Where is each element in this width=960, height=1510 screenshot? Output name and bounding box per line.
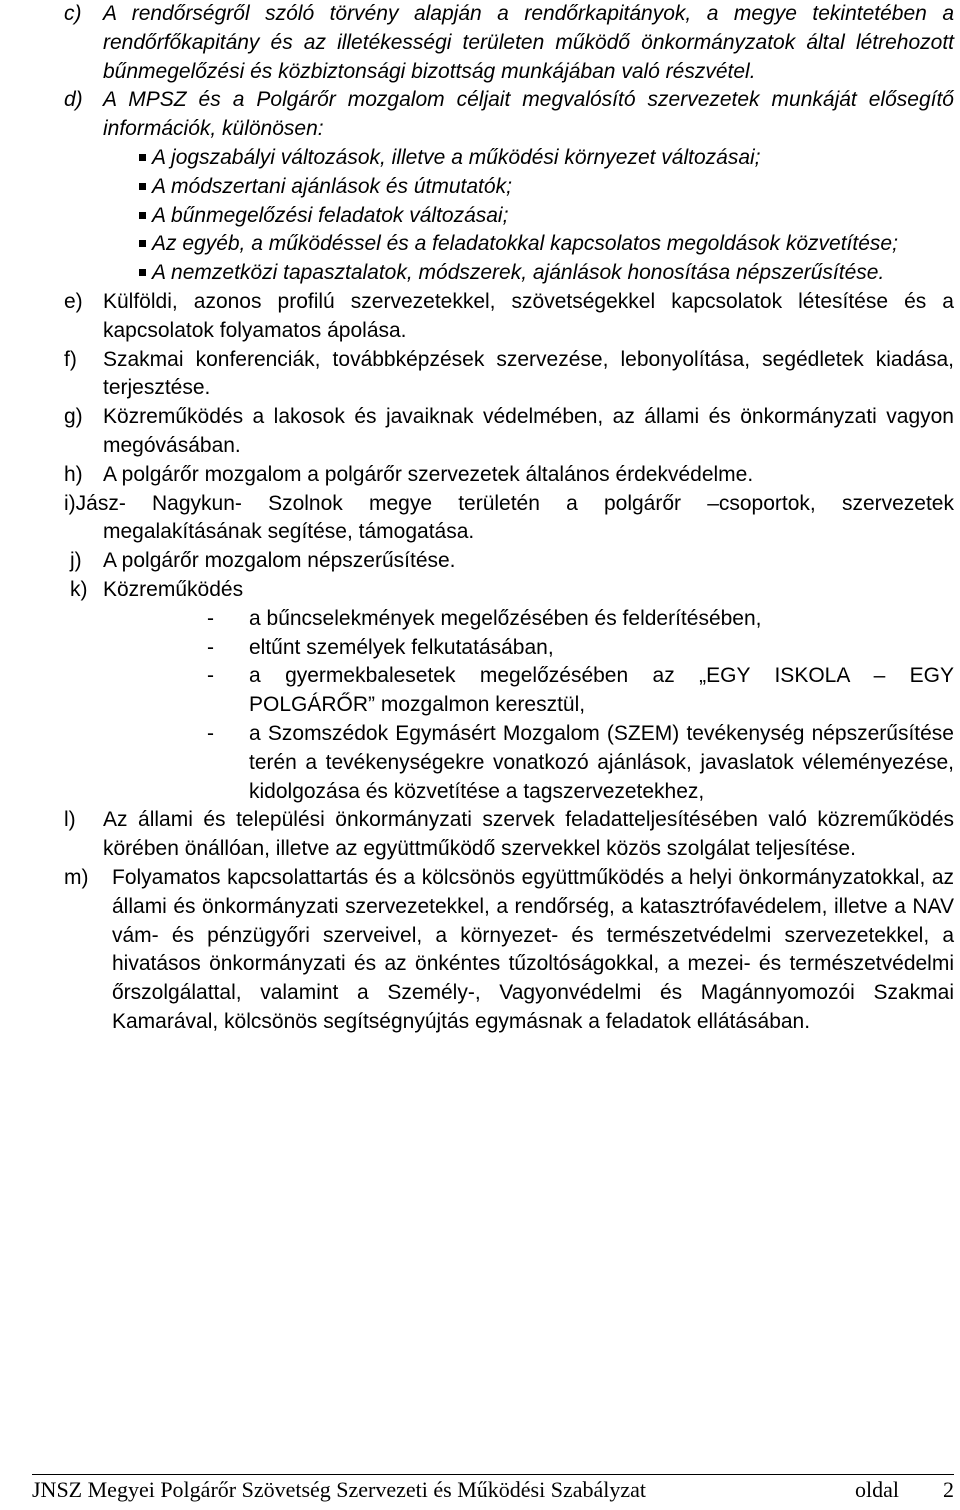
item-text: A rendőrségről szóló törvény alapján a rendőrkapitányok, a megye tekintetében a rendőrfőkapitány és az illetékességi területen működő önkormányzatok által létrehozott bűnmegelőzési és közbiztonsági bizottság munkájában való részvétel. [103, 2, 954, 83]
item-i [64, 490, 954, 548]
item-text: Közreműködés [103, 577, 244, 601]
square-bullet-icon [139, 144, 152, 173]
square-bullet-icon [139, 259, 152, 288]
page-footer [32, 1474, 954, 1503]
dash-marker: - [207, 721, 214, 745]
item-label: k) [70, 577, 88, 601]
item-text-continued: megalakításának segítése, támogatása. [103, 520, 475, 544]
item-label: m) [64, 865, 89, 889]
item-text: Külföldi, azonos profilú szervezetekkel, szövetségekkel kapcsolatok létesítése és a kapcsolatok folyamatos ápolása. [103, 289, 954, 342]
square-bullet-icon [139, 202, 152, 231]
square-bullet-icon [139, 230, 152, 259]
square-bullet-icon [139, 173, 152, 202]
document-page [64, 0, 954, 1037]
item-text: A polgárőr mozgalom népszerűsítése. [103, 549, 456, 573]
item-d [64, 86, 954, 144]
list-item: A nemzetközi tapasztalatok, módszerek, ajánlások honosítása népszerűsítése. [139, 259, 954, 288]
item-e [64, 288, 954, 346]
dash-list [207, 605, 954, 807]
item-f [64, 346, 954, 404]
list-item: - a bűncselekmények megelőzésében és felderítésében, [207, 605, 954, 634]
item-g [64, 403, 954, 461]
item-c [64, 0, 954, 86]
item-text: Közreműködés a lakosok és javaiknak védelmében, az állami és önkormányzati vagyon megóvásában. [103, 405, 954, 457]
dash-marker: - [207, 635, 214, 659]
item-label: g) [64, 405, 83, 429]
item-label: e) [64, 289, 83, 313]
page-number: 2 [943, 1477, 954, 1502]
item-j [64, 547, 954, 576]
list-item: - a Szomszédok Egymásért Mozgalom (SZEM) tevékenység népszerűsítése terén a tevékenységekre vonatkozó ajánlások, javaslatok véleményezése, kidolgozása és közvetítése a tagszervezetekhez, [207, 720, 954, 806]
item-text: i)Jász- Nagykun- Szolnok megye területén a polgárőr –csoportok, szervezetek [64, 491, 954, 515]
list-item: - a gyermekbalesetek megelőzésében az „EGY ISKOLA – EGY POLGÁRŐR” mozgalmon keresztül, [207, 662, 954, 720]
item-m [64, 864, 954, 1037]
item-h [64, 461, 954, 490]
item-label: l) [64, 808, 76, 832]
item-label: f) [64, 347, 77, 371]
footer-title: JNSZ Megyei Polgárőr Szövetség Szervezeti és Működési Szabályzat [32, 1477, 647, 1502]
item-l [64, 806, 954, 864]
item-text: Szakmai konferenciák, továbbképzések szervezése, lebonyolítása, segédletek kiadása, terjesztése. [103, 347, 954, 400]
dash-marker: - [207, 664, 214, 688]
item-label: h) [64, 462, 83, 486]
dash-marker: - [207, 606, 214, 630]
list-item: - eltűnt személyek felkutatásában, [207, 634, 954, 663]
item-k [64, 576, 954, 605]
item-label: d) [64, 88, 83, 112]
list-item: A jogszabályi változások, illetve a működési környezet változásai; [139, 144, 954, 173]
page-word: oldal [855, 1477, 899, 1502]
list-item: A módszertani ajánlások és útmutatók; [139, 173, 954, 202]
item-label: c) [64, 2, 82, 25]
bullet-list [139, 144, 954, 288]
item-text: A polgárőr mozgalom a polgárőr szervezetek általános érdekvédelme. [103, 462, 754, 486]
item-label: j) [70, 549, 82, 573]
page-indicator [855, 1477, 954, 1503]
list-item: A bűnmegelőzési feladatok változásai; [139, 202, 954, 231]
item-text: Folyamatos kapcsolattartás és a kölcsönös együttműködés a helyi önkormányzatokkal, az állami és önkormányzati szervezetekkel, a rendőrség, a katasztrófavédelem, illetve a NAV vám- és pénzügyőri szerveivel, a környezet- és természetvédelmi szervezetekkel, a hivatásos önkormányzati és az önkéntes tűzoltóságokkal, a mezei- és természetvédelmi őrszolgálattal, valamint a Személy-, Vagyonvédelmi és Magánnyomozói Szakmai Kamarával, kölcsönös segítségnyújtás egymásnak a feladatok ellátásában. [112, 865, 954, 1033]
item-text: Az állami és települési önkormányzati szervek feladatteljesítésében való közreműködés körében önállóan, illetve az együttműködő szervekkel közös szolgálat teljesítése. [103, 808, 954, 861]
list-item: Az egyéb, a működéssel és a feladatokkal kapcsolatos megoldások közvetítése; [139, 230, 954, 259]
item-text: A MPSZ és a Polgárőr mozgalom céljait megvalósító szervezetek munkáját elősegítő információk, különösen: [103, 88, 954, 141]
